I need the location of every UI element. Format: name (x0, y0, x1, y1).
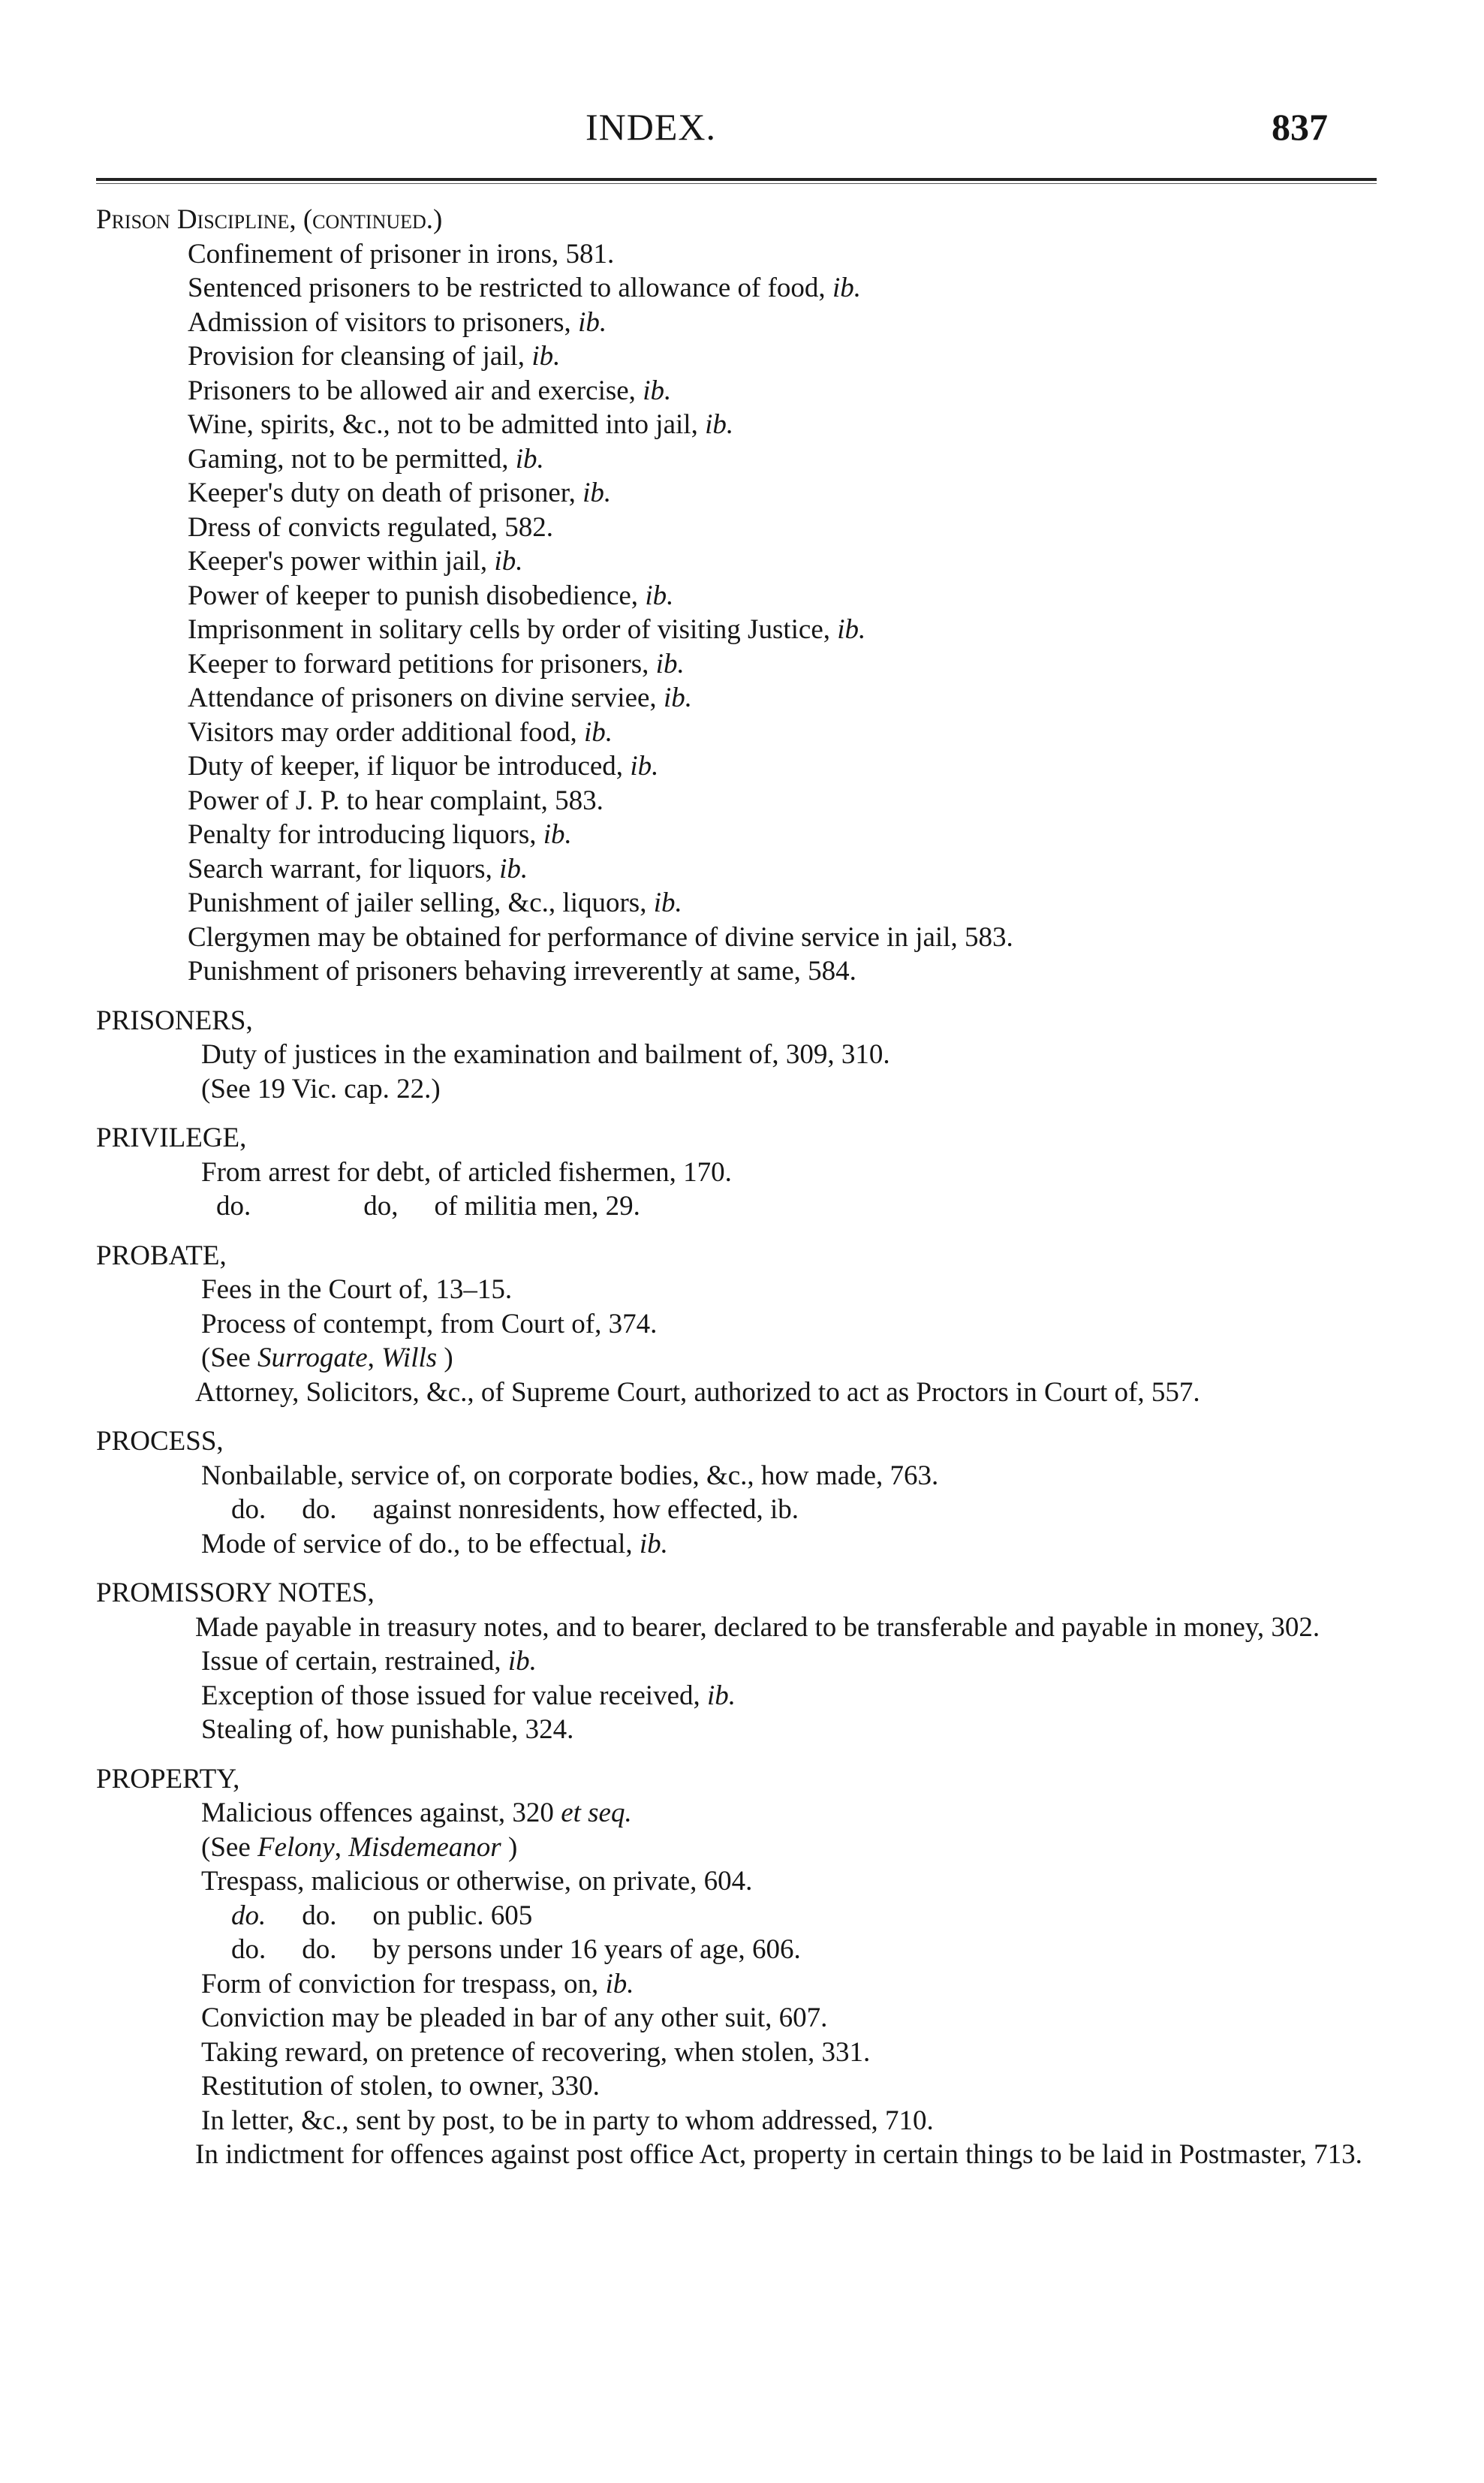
index-entry: Dress of convicts regulated, 582. (188, 511, 554, 543)
index-section-prisoners (96, 1004, 1387, 1107)
ditto-mark: do. (302, 1494, 337, 1525)
index-entry: Confinement of prisoner in irons, 581. (188, 238, 615, 270)
ditto-mark: do. (231, 1934, 266, 1965)
index-section-prison-discipline (96, 203, 1387, 989)
cross-reference: Wills (381, 1342, 438, 1373)
see-separator: , (334, 1831, 349, 1863)
section-heading: PROMISSORY NOTES, (96, 1577, 375, 1608)
index-entry: Trespass, malicious or otherwise, on private, 604. (201, 1866, 753, 1897)
ditto-entry (96, 1933, 1387, 1967)
ibid-reference: ib. (582, 478, 612, 508)
index-section-privilege (96, 1121, 1387, 1224)
ditto-rest: against nonresidents, how effected, ib. (372, 1494, 799, 1525)
index-entry: Power of keeper to punish disobedience, ib. (188, 580, 674, 611)
index-entry: Imprisonment in solitary cells by order of visiting Justice, ib. (188, 614, 866, 645)
ditto-entry (96, 1493, 1387, 1527)
section-heading: PROBATE, (96, 1240, 227, 1271)
index-entry (96, 1796, 1387, 1831)
ibid-reference: ib. (653, 887, 682, 918)
ibid-reference: ib. (531, 341, 561, 372)
index-entry: In letter, &c., sent by post, to be in party to whom addressed, 710. (201, 2105, 934, 2136)
ibid-reference: ib. (605, 1968, 634, 1999)
section-heading: PRIVILEGE, (96, 1122, 247, 1153)
index-entry: Keeper's duty on death of prisoner, ib. (188, 478, 612, 508)
index-entry: Punishment of prisoners behaving irreverently at same, 584. (188, 956, 856, 987)
index-entry-wrapped: Made payable in treasury notes, and to bearer, declared to be transferable and payable in money, 302. (195, 1611, 1320, 1643)
index-entry: Restitution of stolen, to owner, 330. (201, 2071, 600, 2102)
ditto-mark: do, (363, 1191, 399, 1222)
ditto-rest: by persons under 16 years of age, 606. (372, 1934, 801, 1965)
ditto-entry (96, 1899, 1387, 1933)
index-entry: Wine, spirits, &c., not to be admitted into jail, ib. (188, 409, 734, 440)
header-rule (96, 178, 1377, 181)
ditto-mark: do. (231, 1494, 266, 1525)
ibid-reference: ib. (499, 853, 528, 884)
index-entry: Keeper's power within jail, ib. (188, 546, 523, 577)
see-suffix: ) (437, 1342, 453, 1373)
ibid-reference: ib. (630, 751, 659, 782)
header-rule-thin (96, 183, 1377, 184)
ibid-reference: ib. (494, 546, 523, 577)
ibid-reference: ib. (639, 1528, 668, 1559)
index-entry-wrapped: In indictment for offences against post office Act, property in certain things to be laid in Postmaster, 713. (195, 2139, 1362, 2170)
index-entry: Mode of service of do., to be effectual, ib. (201, 1528, 668, 1559)
index-entry: Stealing of, how punishable, 324. (201, 1714, 574, 1745)
ditto-mark: do. (216, 1191, 251, 1222)
index-section-promissory-notes (96, 1576, 1387, 1747)
ibid-reference: ib. (655, 648, 685, 680)
see-also-entry (96, 1831, 1387, 1865)
see-separator: , (367, 1342, 382, 1373)
section-heading: Prison Discipline, (continued.) (96, 204, 443, 235)
ibid-reference: ib. (663, 683, 692, 713)
index-entry: Penalty for introducing liquors, ib. (188, 819, 572, 850)
index-section-property (96, 1762, 1387, 2172)
entry-text: Malicious offences against, 320 (201, 1797, 561, 1828)
ibid-reference: ib. (543, 819, 572, 850)
index-entry: From arrest for debt, of articled fishermen, 170. (201, 1156, 732, 1188)
ditto-rest: on public. 605 (372, 1900, 533, 1931)
index-entry: Issue of certain, restrained, ib. (201, 1646, 537, 1677)
ditto-mark: do. (302, 1934, 337, 1965)
section-heading: PROPERTY, (96, 1763, 240, 1794)
cross-reference: Surrogate (257, 1342, 368, 1373)
ditto-mark: do. (231, 1900, 266, 1931)
ibid-reference: ib. (584, 716, 613, 748)
ibid-reference: ib. (832, 273, 861, 303)
index-entry: Duty of keeper, if liquor be introduced, ib. (188, 751, 659, 782)
ibid-reference: ib. (507, 1646, 537, 1677)
cross-reference: Felony (257, 1831, 335, 1863)
index-entry-wrapped: Attorney, Solicitors, &c., of Supreme Court, authorized to act as Proctors in Court of, 557. (195, 1376, 1200, 1408)
see-also-entry (96, 1341, 1387, 1376)
index-entry: Punishment of jailer selling, &c., liquors, ib. (188, 887, 682, 918)
index-section-process (96, 1424, 1387, 1561)
index-entry: Keeper to forward petitions for prisoners, ib. (188, 648, 685, 680)
index-entry: Duty of justices in the examination and bailment of, 309, 310. (201, 1039, 890, 1070)
ibid-reference: ib. (645, 580, 674, 611)
ditto-rest: of militia men, 29. (434, 1191, 640, 1222)
ibid-reference: ib. (515, 443, 544, 475)
ibid-reference: ib. (707, 1680, 736, 1711)
index-entry: Sentenced prisoners to be restricted to allowance of food, ib. (188, 273, 861, 303)
index-entry: Power of J. P. to hear complaint, 583. (188, 785, 604, 816)
index-body (96, 203, 1387, 2172)
index-entry: Form of conviction for trespass, on, ib. (201, 1968, 634, 1999)
ditto-mark: do. (302, 1900, 337, 1931)
index-entry: Provision for cleansing of jail, ib. (188, 341, 561, 372)
index-entry: Admission of visitors to prisoners, ib. (188, 306, 607, 338)
ibid-reference: ib. (578, 306, 607, 338)
index-entry: Fees in the Court of, 13–15. (201, 1274, 513, 1305)
index-entry: Conviction may be pleaded in bar of any other suit, 607. (201, 2002, 828, 2033)
see-suffix: ) (501, 1831, 518, 1863)
see-prefix: (See (201, 1831, 257, 1863)
index-section-probate (96, 1239, 1387, 1410)
index-entry: Search warrant, for liquors, ib. (188, 853, 528, 884)
index-entry: Clergymen may be obtained for performance of divine service in jail, 583. (188, 921, 1013, 953)
ibid-reference: ib. (643, 375, 672, 406)
index-entry: Gaming, not to be permitted, ib. (188, 443, 544, 475)
ibid-reference: ib. (837, 614, 866, 645)
index-entry: Attendance of prisoners on divine serviee, ib. (188, 683, 692, 713)
section-heading: PROCESS, (96, 1426, 224, 1457)
index-entry: Exception of those issued for value received, ib. (201, 1680, 736, 1711)
ditto-entry (96, 1189, 1387, 1224)
entry-italic: et seq. (561, 1797, 632, 1828)
ibid-reference: ib. (705, 409, 734, 440)
running-title: INDEX. (585, 106, 717, 148)
index-entry: (See 19 Vic. cap. 22.) (201, 1073, 441, 1104)
page-number: 837 (1272, 106, 1328, 148)
cross-reference: Misdemeanor (348, 1831, 501, 1863)
index-entry: Nonbailable, service of, on corporate bodies, &c., how made, 763. (201, 1460, 939, 1491)
index-entry: Taking reward, on pretence of recovering, when stolen, 331. (201, 2036, 871, 2068)
index-entry: Prisoners to be allowed air and exercise, ib. (188, 375, 672, 406)
section-heading: PRISONERS, (96, 1005, 253, 1036)
see-prefix: (See (201, 1342, 257, 1373)
running-head (0, 105, 1484, 165)
index-entry: Process of contempt, from Court of, 374. (201, 1308, 658, 1339)
index-entry: Visitors may order additional food, ib. (188, 716, 613, 748)
